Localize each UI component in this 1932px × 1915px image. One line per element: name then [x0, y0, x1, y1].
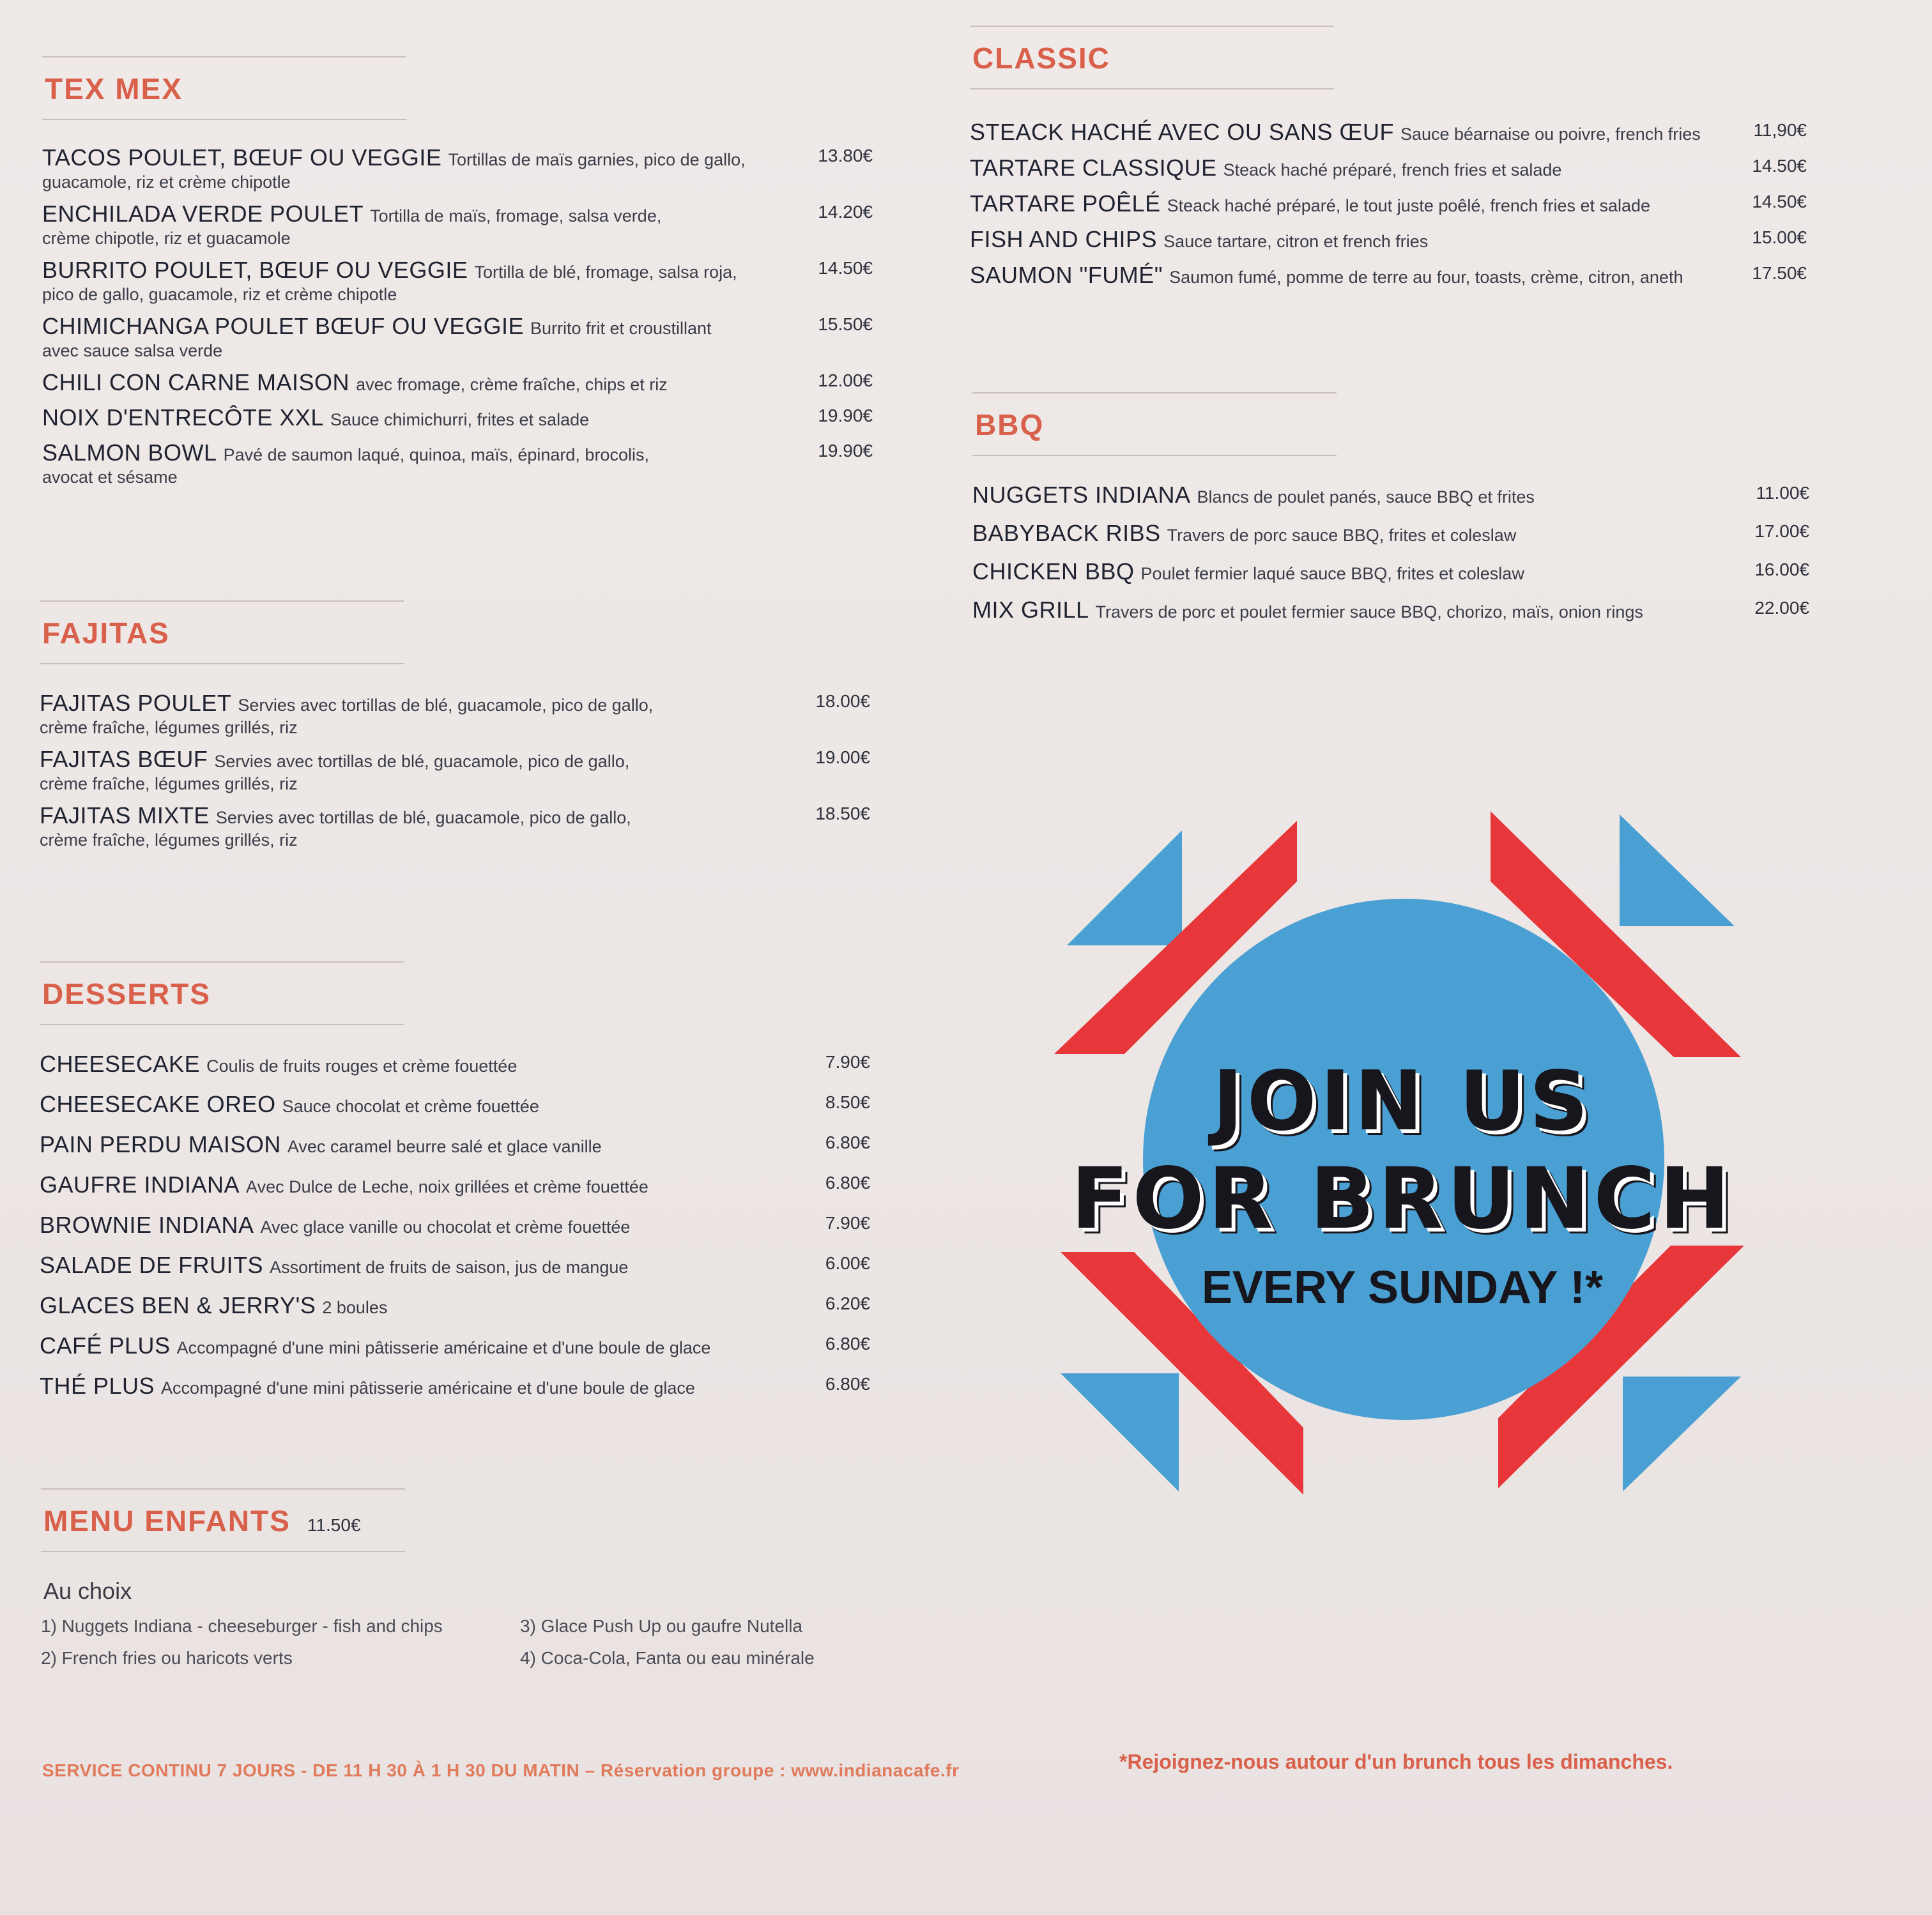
item-price: 6.00€ [825, 1253, 870, 1273]
menu-item [970, 119, 1807, 146]
menu-item [40, 1373, 870, 1400]
item-description: Coulis de fruits rouges et crème fouettée [206, 1057, 518, 1076]
menu-item [40, 1252, 870, 1279]
fajitas-section [40, 600, 870, 858]
item-description: Sauce chimichurri, frites et salade [330, 410, 590, 429]
menu-item [42, 369, 873, 396]
brunch-footnote: *Rejoignez-nous autour d'un brunch tous les dimanches. [1119, 1750, 1673, 1773]
item-price: 14.50€ [818, 258, 873, 278]
item-name: SALADE DE FRUITS [40, 1252, 264, 1278]
item-price: 14.50€ [1752, 192, 1807, 211]
item-name: CHIMICHANGA POULET BŒUF OU VEGGIE [42, 313, 524, 339]
item-description: Avec caramel beurre salé et glace vanille [287, 1137, 602, 1156]
item-price: 17.50€ [1752, 263, 1807, 283]
item-description: Blancs de poulet panés, sauce BBQ et frites [1197, 487, 1535, 507]
menu-item [970, 226, 1807, 253]
item-name: PAIN PERDU MAISON [40, 1131, 281, 1157]
item-description: Tortillas de maïs garnies, pico de gallo, [448, 150, 746, 169]
choice-list [41, 1616, 839, 1668]
item-name: SAUMON "FUMÉ" [970, 262, 1163, 288]
divider [40, 1024, 404, 1025]
item-price: 14.50€ [1752, 156, 1807, 176]
item-description: Avec Dulce de Leche, noix grillées et crème fouettée [246, 1177, 648, 1196]
item-name: FAJITAS POULET [40, 690, 232, 716]
menu-item [42, 257, 873, 305]
item-description: Travers de porc et poulet fermier sauce BBQ, chorizo, maïs, onion rings [1095, 602, 1643, 622]
menu-list [972, 482, 1809, 623]
item-name: CAFÉ PLUS [40, 1332, 171, 1359]
section-title: TEX MEX [45, 72, 183, 105]
item-price: 22.00€ [1754, 598, 1809, 618]
item-description-cont: avocat et sésame [42, 468, 178, 487]
item-description-cont: crème fraîche, légumes grillés, riz [40, 718, 298, 737]
item-description-cont: crème chipotle, riz et guacamole [42, 229, 291, 248]
item-name: CHILI CON CARNE MAISON [42, 369, 350, 395]
item-description: Accompagné d'une mini pâtisserie américaine et d'une boule de glace [161, 1378, 695, 1398]
menu-item [40, 1051, 870, 1078]
menu-item [40, 1171, 870, 1198]
menu-item [40, 690, 870, 738]
item-name: TACOS POULET, BŒUF OU VEGGIE [42, 144, 442, 171]
item-price: 15.50€ [818, 314, 873, 334]
menu-list [970, 119, 1807, 289]
item-description: Sauce béarnaise ou poivre, french fries [1400, 125, 1701, 144]
item-price: 12.00€ [818, 370, 873, 390]
desserts-section [40, 961, 870, 1413]
divider [41, 1551, 405, 1552]
menu-item [972, 558, 1809, 585]
choice-title: Au choix [43, 1578, 132, 1604]
menu-item [42, 439, 873, 487]
promo-headline-1: JOIN US [1213, 1054, 1592, 1149]
menu-list [40, 690, 870, 850]
item-name: TARTARE CLASSIQUE [970, 155, 1217, 181]
menu-item [42, 313, 873, 361]
item-price: 6.80€ [825, 1173, 870, 1193]
section-title: FAJITAS [42, 616, 170, 650]
kids-menu-section [41, 1488, 839, 1668]
item-price: 19.90€ [818, 406, 873, 425]
item-description: Steack haché préparé, french fries et salade [1223, 160, 1562, 179]
menu-item [40, 1091, 870, 1118]
divider [41, 1488, 405, 1490]
item-price: 19.90€ [818, 441, 873, 461]
item-name: BABYBACK RIBS [972, 520, 1161, 546]
item-price: 6.20€ [825, 1293, 870, 1313]
item-price: 8.50€ [825, 1092, 870, 1112]
item-description: Steack haché préparé, le tout juste poêlé, french fries et salade [1167, 196, 1651, 215]
menu-item [972, 482, 1809, 508]
item-price: 13.80€ [818, 146, 873, 165]
menu-item [972, 520, 1809, 547]
section-title: DESSERTS [42, 977, 211, 1011]
corner-triangle-icon [1061, 1373, 1179, 1492]
item-price: 14.20€ [818, 202, 873, 222]
item-price: 18.50€ [815, 804, 870, 823]
item-name: NUGGETS INDIANA [972, 482, 1191, 508]
item-price: 15.00€ [1752, 227, 1807, 247]
item-description: Servies avec tortillas de blé, guacamole, pico de gallo, [214, 752, 630, 771]
item-description: Saumon fumé, pomme de terre au four, toasts, crème, citron, aneth [1169, 268, 1683, 287]
item-description: Accompagné d'une mini pâtisserie américaine et d'une boule de glace [176, 1338, 711, 1357]
item-description: 2 boules [322, 1298, 388, 1317]
item-description-cont: avec sauce salsa verde [42, 341, 223, 360]
menu-item [40, 1131, 870, 1158]
item-name: CHEESECAKE OREO [40, 1091, 276, 1117]
menu-item [40, 1332, 870, 1359]
item-name: FAJITAS BŒUF [40, 746, 208, 772]
item-name: GLACES BEN & JERRY'S [40, 1292, 316, 1318]
item-name: FISH AND CHIPS [970, 226, 1158, 252]
item-description: Pavé de saumon laqué, quinoa, maïs, épinard, brocolis, [223, 445, 649, 464]
item-price: 7.90€ [825, 1213, 870, 1233]
divider [42, 119, 406, 120]
item-price: 18.00€ [815, 691, 870, 711]
item-price: 11.00€ [1756, 483, 1809, 503]
item-description-cont: crème fraîche, légumes grillés, riz [40, 774, 298, 793]
item-name: GAUFRE INDIANA [40, 1171, 240, 1198]
item-name: CHEESECAKE [40, 1051, 201, 1077]
kids-menu-title: MENU ENFANTS [43, 1504, 291, 1537]
section-title: BBQ [975, 408, 1045, 441]
item-name: STEACK HACHÉ AVEC OU SANS ŒUF [970, 119, 1394, 145]
menu-item [42, 144, 873, 192]
item-description-cont: guacamole, riz et crème chipotle [42, 172, 291, 192]
menu-list [40, 1051, 870, 1400]
service-hours-note: SERVICE CONTINU 7 JOURS - DE 11 H 30 À 1 H 30 DU MATIN – Réservation groupe : www.indianacafe.fr [42, 1760, 960, 1780]
item-price: 16.00€ [1754, 560, 1809, 579]
menu-item [40, 746, 870, 794]
choice-item: 4) Coca-Cola, Fanta ou eau minérale [520, 1648, 815, 1668]
item-description: Poulet fermier laqué sauce BBQ, frites et coleslaw [1140, 564, 1524, 583]
divider [40, 600, 404, 602]
item-name: ENCHILADA VERDE POULET [42, 201, 364, 227]
brunch-promo [1041, 805, 1763, 1507]
item-description: Tortilla de blé, fromage, salsa roja, [474, 263, 737, 282]
choice-item: 3) Glace Push Up ou gaufre Nutella [520, 1616, 803, 1636]
item-description: Sauce chocolat et crème fouettée [282, 1097, 539, 1116]
kids-menu-price: 11.50€ [307, 1515, 361, 1535]
item-price: 11,90€ [1753, 120, 1807, 140]
section-title [43, 1504, 839, 1538]
divider [40, 961, 404, 963]
item-description: Assortiment de fruits de saison, jus de mangue [270, 1258, 629, 1277]
item-description: Avec glace vanille ou chocolat et crème fouettée [260, 1217, 631, 1237]
promo-subline: EVERY SUNDAY !* [1201, 1262, 1604, 1313]
item-price: 7.90€ [825, 1052, 870, 1072]
item-name: NOIX D'ENTRECÔTE XXL [42, 404, 324, 431]
item-price: 6.80€ [825, 1133, 870, 1152]
menu-item [40, 1212, 870, 1239]
menu-item [40, 802, 870, 850]
item-description: Tortilla de maïs, fromage, salsa verde, [370, 206, 662, 225]
divider [970, 26, 1334, 27]
item-name: TARTARE POÊLÉ [970, 190, 1161, 217]
item-name: MIX GRILL [972, 597, 1089, 623]
corner-triangle-icon [1067, 830, 1182, 945]
menu-item [40, 1292, 870, 1319]
choice-item: 1) Nuggets Indiana - cheeseburger - fish and chips [41, 1616, 443, 1636]
section-title: CLASSIC [972, 42, 1110, 75]
divider [970, 88, 1334, 89]
item-name: BROWNIE INDIANA [40, 1212, 254, 1238]
item-price: 17.00€ [1754, 521, 1809, 541]
item-name: CHICKEN BBQ [972, 558, 1135, 584]
item-price: 19.00€ [815, 747, 870, 767]
item-description: Burrito frit et croustillant [530, 319, 712, 338]
item-price: 6.80€ [825, 1374, 870, 1394]
menu-list [42, 144, 873, 487]
item-description-cont: crème fraîche, légumes grillés, riz [40, 830, 298, 850]
menu-item [970, 262, 1807, 289]
item-name: SALMON BOWL [42, 439, 217, 466]
corner-triangle-icon [1620, 814, 1735, 926]
menu-item [42, 404, 873, 431]
item-name: THÉ PLUS [40, 1373, 155, 1399]
item-description: Travers de porc sauce BBQ, frites et coleslaw [1167, 526, 1517, 545]
item-description-cont: pico de gallo, guacamole, riz et crème chipotle [42, 285, 397, 304]
promo-headline-2: FOR BRUNCH [1071, 1150, 1734, 1248]
item-description: Servies avec tortillas de blé, guacamole, pico de gallo, [215, 808, 631, 827]
menu-item [970, 155, 1807, 181]
divider [40, 663, 404, 664]
corner-triangle-icon [1623, 1377, 1741, 1492]
menu-item [972, 597, 1809, 623]
classic-section [970, 26, 1807, 298]
divider [972, 455, 1337, 456]
item-name: BURRITO POULET, BŒUF OU VEGGIE [42, 257, 468, 283]
item-description: Sauce tartare, citron et french fries [1163, 232, 1429, 251]
divider [972, 392, 1337, 393]
item-description: avec fromage, crème fraîche, chips et riz [356, 375, 668, 394]
texmex-section [42, 56, 873, 496]
choice-item: 2) French fries ou haricots verts [41, 1648, 293, 1668]
item-price: 6.80€ [825, 1334, 870, 1354]
menu-item [970, 190, 1807, 217]
item-name: FAJITAS MIXTE [40, 802, 210, 828]
divider [42, 56, 406, 57]
bbq-section [972, 392, 1809, 635]
item-description: Servies avec tortillas de blé, guacamole, pico de gallo, [238, 696, 654, 715]
menu-item [42, 201, 873, 248]
